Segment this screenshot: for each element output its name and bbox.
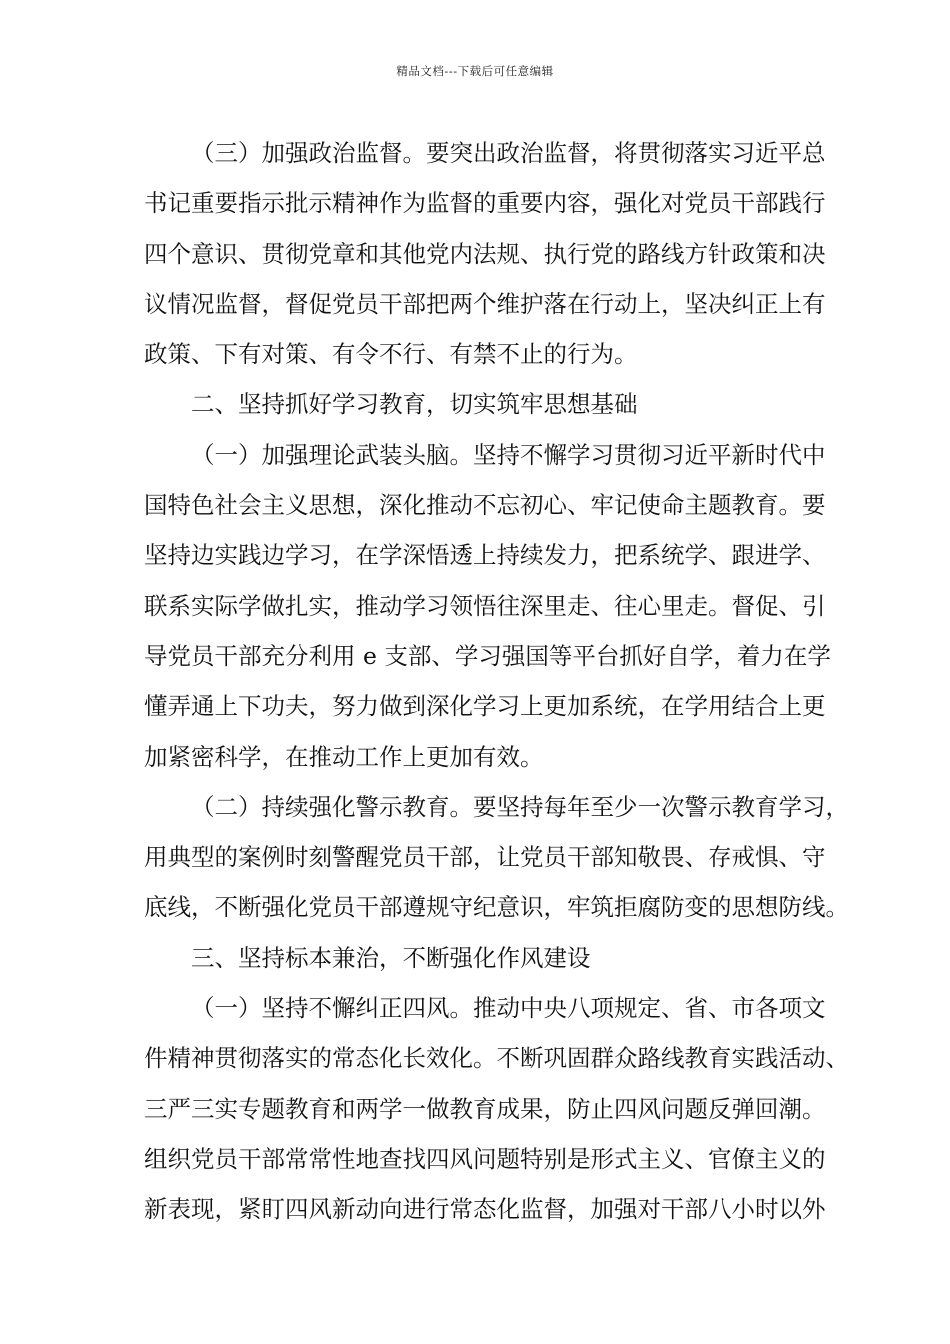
text-line: （三）加强政治监督。要突出政治监督，将贯彻落实习近平总 — [191, 139, 826, 167]
text-line: （二）持续强化警示教育。要坚持每年至少一次警示教育学习， — [191, 792, 849, 821]
text-line: 坚持边实践边学习，在学深悟透上持续发力，把系统学、跟进学、 — [144, 541, 826, 570]
text-line: 底线，不断强化党员干部遵规守纪意识，牢筑拒腐防变的思想防线。 — [144, 893, 849, 922]
text-line: 议情况监督，督促党员干部把两个维护落在行动上，坚决纠正上有 — [144, 289, 826, 318]
page-header: 精品文档---下载后可任意编辑 — [396, 64, 554, 78]
text-line: 四个意识、贯彻党章和其他党内法规、执行党的路线方针政策和决 — [144, 239, 826, 268]
text-line: 用典型的案例时刻警醒党员干部，让党员干部知敬畏、存戒惧、守 — [144, 843, 826, 872]
text-line: 件精神贯彻落实的常态化长效化。不断巩固群众路线教育实践活动、 — [144, 1044, 849, 1073]
text-line: 国特色社会主义思想，深化推动不忘初心、牢记使命主题教育。要 — [144, 491, 826, 520]
text-line: 新表现，紧盯四风新动向进行常态化监督，加强对干部八小时以外 — [144, 1195, 826, 1224]
section-heading: 二、坚持抓好学习教育，切实筑牢思想基础 — [191, 390, 638, 419]
text-line: 政策、下有对策、有令不行、有禁不止的行为。 — [144, 340, 638, 369]
text-line: 懂弄通上下功夫，努力做到深化学习上更加系统，在学用结合上更 — [144, 692, 826, 721]
text-line: 导党员干部充分利用 e 支部、学习强国等平台抓好自学，着力在学 — [144, 641, 831, 670]
text-line: （一）加强理论武装头脑。坚持不懈学习贯彻习近平新时代中 — [191, 440, 826, 469]
text-line: （一）坚持不懈纠正四风。推动中央八项规定、省、市各项文 — [191, 994, 826, 1023]
document-body — [144, 128, 849, 1235]
section-heading: 三、坚持标本兼治，不断强化作风建设 — [191, 943, 591, 972]
text-line: 组织党员干部常常性地查找四风问题特别是形式主义、官僚主义的 — [144, 1144, 826, 1173]
text-line: 书记重要指示批示精神作为监督的重要内容，强化对党员干部践行 — [144, 189, 826, 218]
text-line: 联系实际学做扎实，推动学习领悟往深里走、往心里走。督促、引 — [144, 591, 826, 620]
text-line: 加紧密科学，在推动工作上更加有效。 — [144, 742, 544, 771]
text-line: 三严三实专题教育和两学一做教育成果，防止四风问题反弹回潮。 — [144, 1094, 826, 1123]
